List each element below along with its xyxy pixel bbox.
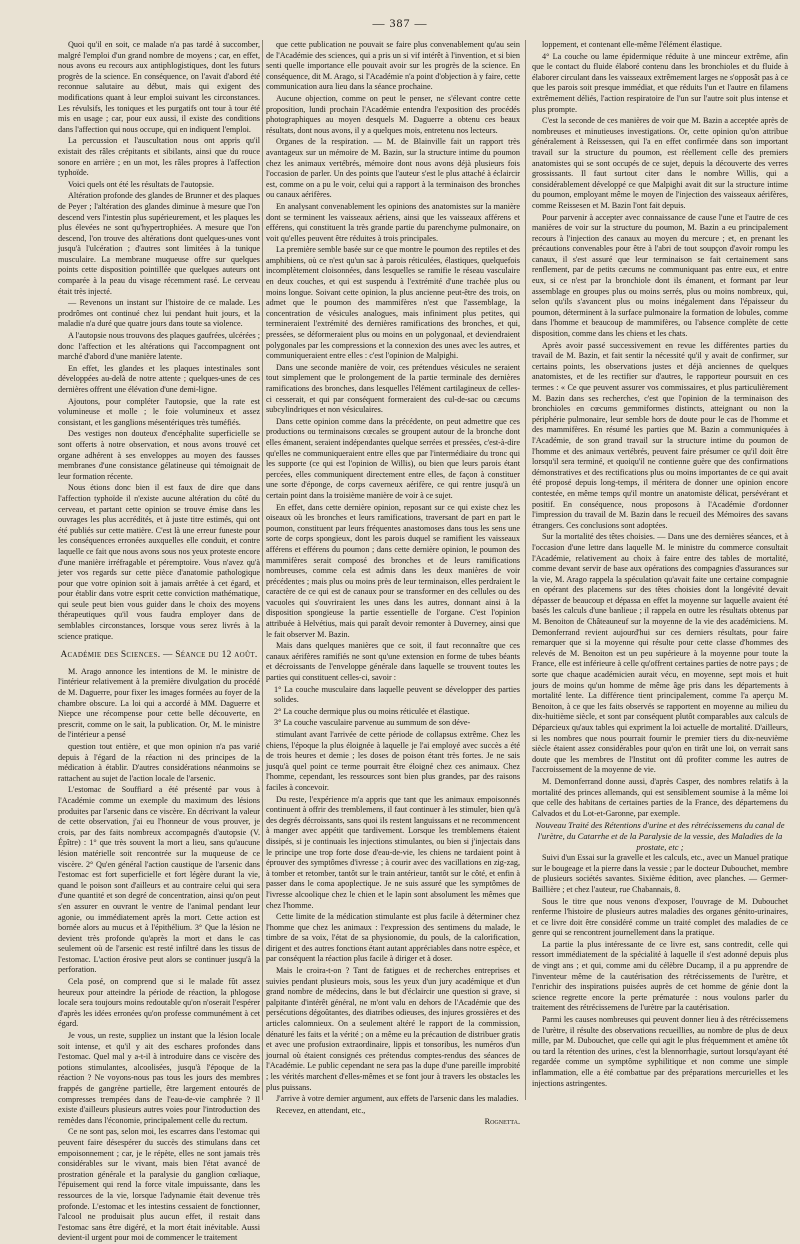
column-middle (266, 40, 520, 1127)
paragraph: Cette limite de la médication stimulante est plus facile à déterminer chez l'homme que chez les animaux : l'expression des sentimens du malade, le timbre de sa voix, l'état de sa physionomie, du pouls, de la calorification, dirigent et des autres fonctions étant autant appréciables dans notre espèce, et par conséquent la réaction plus facile à diriger et à doser. (266, 912, 520, 964)
paragraph: Cela posé, on comprend que si le malade fût assez heureux pour atteindre la période de réaction, la phlogose locale sera toujours moins redoutable qu'on n'oserait l'espérer d'après les idées erronées qu'on professe communément à cet égard. (58, 977, 260, 1029)
paragraph: En effet, dans cette dernière opinion, reposant sur ce qui existe chez les oiseaux où les bronches et leurs ramifications, traversant de part en part le poumon, constituent par leurs fréquentes anastomoses dans tous les sens une sorte de corps spongieux, dont les parois duquel se ramifient les vaisseaux afférens et efférens du poumon ; dans cette dernière opinion, le poumon des mammifères serait composé des bronches et de leurs ramifications nombreuses, comme cela est admis dans les deux manières de voir précédentes ; mais plus ou moins près de leur terminaison, elles perdraient le caractère de ce qui est de canaux pour se transformer en des cellules ou des vacuoles qui s'ouvriraient les unes dans les autres, donnant ainsi à la disposition spongieuse la partie essentielle de l'organe. C'est l'opinion attribuée à Helvétius, mais qui paraît devoir remonter à Duverney, ainsi que le fait observer M. Bazin. (266, 502, 520, 639)
list-item: 3° La couche vasculaire parvenue au summum de son déve- (274, 718, 471, 728)
paragraph: Altération profonde des glandes de Brunner et des plaques de Peyer ; l'altération des glandes diminue à mesure que l'on descend vers l'intestin plus supérieurement, et les plaques les plus élevées ne sont qu'hypertrophiées. A mesure que l'on descend, l'on trouve des altérations dont quelques-unes vont jusqu'à l'ulcération ; d'autres sont limitées à la tunique musculaire. La membrane muqueuse offre sur quelques points cette disposition pointillée que quelques auteurs ont comparée à la peau du visage récemment rasé. Le cerveau était très injecté. (58, 191, 260, 296)
paragraph: question tout entière, et que mon opinion n'a pas varié depuis à l'égard de la réaction ni des principes de la médication à établir. D'autres considérations néanmoins se rattachent au sujet de l'action locale de l'arsenic. (58, 742, 260, 783)
paragraph: — Revenons un instant sur l'histoire de ce malade. Les prodrômes ont continué chez lui pendant huit jours, et la maladie n'a duré que quatre jours dans toute sa violence. (58, 298, 260, 329)
paragraph: Du reste, l'expérience m'a appris que tant que les animaux empoisonnés continuent à offrir des tremblemens, il faut continuer à les stimuler, bien qu'à des degrés décroissants, sans quoi ils restent languissans et ne recommencent à manger avec appétit que tardivement. Lorsque les tremblemens étaient dissipés, si je continuais les injections stimulantes, ou bien si j'injectais dans le principe une trop forte dose d'eau-de-vie, les chiens ne tardaient point à éprouver des symptômes d'ivresse ; à courir avec des vacillations en zig-zag, à tomber et retomber, tantôt sur le train antérieur, tantôt sur le côté, et enfin à passer dans le coma apoplectique. Je ne suis assuré que les symptômes de l'ivresse alcoolique chez le chien et le lapin sont absolument les mêmes que chez l'homme. (266, 794, 520, 910)
paragraph: loppement, et contenant elle-même l'élément élastique. (542, 40, 722, 49)
paragraph: M. Demonferrand donne aussi, d'après Casper, des nombres relatifs à la mortalité des princes allemands, qui est sensiblement soumise à la même loi que celle des habitans de certaines parties de la France, des départemens du Calvados et du Lot-et-Garonne, par exemple. (532, 776, 788, 818)
paragraph: Parmi les causes nombreuses qui peuvent donner lieu à des rétrécissemens de l'urètre, il résulte des observations recueillies, au nombre de plus de deux mille, par M. Dubouchet, que celle qui agit le plus fréquemment et amène tôt ou tard la rétention des urines, c'est la blennorrhagie, surtout lorsqu'ayant été regardée comme un symptôme syphilitique et non comme une simple inflammation, elle a été combattue par des préparations mercurielles et les injections astringentes. (532, 1015, 788, 1088)
paragraph: Voici quels ont été les résultats de l'autopsie. (68, 179, 214, 189)
paragraph: L'estomac de Souffiard a été présenté par vous à l'Académie comme un exemple du maximum des lésions produites par l'arsenic dans ce viscère. En décrivant la valeur de cette observation, j'ai eu l'honneur de vous prouver, je crois, par des faits nombreux accompagnés d'autopsie (V. Épître) : 1° que très souvent la mort a lieu, sans qu'aucune lésion matérielle soit rencontrée sur la muqueuse de ce viscère. 2° Qu'en général l'action caustique de l'arsenic dans l'estomac est fort superficielle et fort légère durant la vie, quand le poison sont d'ailleurs et au contraire celui qui sera d'une quantité et son degré de concentration, ainsi qu'on peut s'en assurer en ouvrant le ventre de l'animal pendant leur agonie, ou immédiatement après la mort. Cette action est bornée alors au mucus et à l'épithélium. 3° Que la lésion ne devient très profonde qu'après la mort et dans le cas seulement où de l'arsenic est resté infiltré dans les tissus de l'estomac. L'action érosive peut alors se continuer jusqu'à la perforation. (58, 785, 260, 975)
book-title: Nouveau Traité des Rétentions d'urine et des rétrécissemens du canal de l'urètre, du Catarrhe et de la Paralysie de la vessie, des Maladies de la prostate, etc ; (535, 820, 785, 852)
paragraph: Je vous, un reste, suppliez un instant que la lésion locale soit intense, et qu'il y ait des eschares profondes dans l'estomac. Quel mal y a-t-il à introduire dans ce viscère des potions stimulantes, alcoolisées, jusqu'à l'époque de la réaction ? Ne voyons-nous pas tous les jours des membres frappés de gangrène partielle, être largement entourés de compresses trempées dans de l'eau-de-vie camphrée ? Il existe d'ailleurs plusieurs autres voies pour l'introduction des remèdes dans l'économie, principalement celle du rectum. (58, 1031, 260, 1125)
paragraph: Aucune objection, comme on peut le penser, ne s'élevant contre cette proposition, lundi prochain l'Académie entendra l'exposition des procédés photographiques au moyen desquels M. Daguerre a obtenu ces beaux résultats, dont nous avons, il y a quelques mois, entretenu nos lecteurs. (266, 93, 520, 135)
paragraph: En effet, les glandes et les plaques intestinales sont développées au-delà de notre attente ; quelques-unes de ces dernières offrent une élévation d'une demi-ligne. (58, 363, 260, 394)
paragraph: Dans une seconde manière de voir, ces prétendues vésicules ne seraient tout simplement que le prolongement de la partie terminale des dernières ramifications des bronches, dans lesquelles l'élément cartilagineux de celles-ci cesserait, et qui par conséquent formeraient des cul-de-sac ou cæcums subcylindriques et non vésiculaires. (266, 362, 520, 415)
column-right (532, 40, 788, 1102)
paragraph: Sur la mortalité des têtes choisies. — Dans une des dernières séances, et à l'occasion d'une lettre dans laquelle M. le ministre du commerce consultait l'Académie, relativement au choix à faire entre des tables de mortalité, comme devant servir de base aux opérations des compagnies d'assurances sur la vie, M. Arago rappela la spéculation qu'avait faite une certaine compagnie en opérant des placemens sur des têtes choisies dont la longévité devait dépasser de beaucoup et dépassa en effet la moyenne sur laquelle avaient été basés les calculs d'une banlieue ; il rappela en outre les résultats obtenus par M. Benoiton de Châteauneuf sur la moyenne de la vie des académiciens. M. Demonferrand revient aujourd'hui sur ces derniers résultats, pour faire remarquer que si la moyenne qui résulte pour cette classe d'hommes des relevés de M. Benoiton est un peu supérieure à la moyenne pour toute la France, elle est inférieure à celle qu'offrent certaines parties de notre pays ; de sorte que chaque académicien aurait vécu, en moyenne, sept mois et huit jours de moins qu'un homme de même âge pris dans les départements à mortalité lente. La différence tient principalement, comme l'a aperçu M. Benoiton, à ce que les faits observés se rapportent en moyenne au milieu du dix-huitième siècle, et sont par conséquent plutôt comparables aux calculs de Déparcieux qu'aux tables qui expriment la loi actuelle de mortalité. D'ailleurs, si les nombres que nous pourrait fournir le premier tiers du dix-neuvième siècle étaient assez considérables pour qu'on en tirât une loi, on verrait sans doute que les membres de l'Institut ont dû profiter comme les autres de l'accroissement de la moyenne de vie. (532, 532, 788, 775)
paragraph: Après avoir passé successivement en revue les différentes parties du travail de M. Bazin, et fait sentir la nécessité qu'il y avait de confirmer, sur certains points, les observations justes et déjà anciennes de quelques anatomistes, et de les rectifier sur d'autres, le rapporteur poursuit en ces termes : « Ce que peuvent assurer vos commissaires, et plus particulièrement M. Bazin dans ses recherches, c'est que l'opinion de la terminaison des bronchioles en cœcums gemmiformes distincts, atteignant ou non la périphérie pulmonaire, leur semble hors de doute pour le cas de l'homme et des mammifères. En résumé les parties que M. Bazin a communiquées à l'Académie, de son grand travail sur la structure intime du poumon de l'homme et des animaux vertébrés, peuvent faire présumer ce qu'il doit être lorsqu'il sera terminé, et quoiqu'il ne contienne guère que des confirmations démonstratives et des rectifications plus ou moins importantes de ce qui avait été proposé depuis long-temps, il méritera de donner une opinion encore contestée, en même temps qu'il montre un anatomiste délicat, persévérant et positif. En conséquence, nous proposons à l'Académie d'ordonner l'impression du travail de M. Bazin dans le recueil des Mémoires des savans étrangers. Ces conclusions sont adoptées. (532, 340, 788, 530)
column-divider (262, 40, 263, 1100)
paragraph: Quoi qu'il en soit, ce malade n'a pas tardé à succomber, malgré l'emploi d'un grand nombre de moyens ; car, en effet, nous avons eu recours aux antiphlogistiques, dont les futurs progrès de la science. En conséquence, on l'avait d'abord été reconnue salutaire au début, mais qui exigent des modifications quant à leur emploi suivant les circonstances. Les révulsifs, les toniques et les purgatifs ont tour à tour été mis en usage ; car, pour eux aussi, il existe des conditions dans l'affection qui nous occupe, qui en indiquent l'emploi. (58, 40, 260, 134)
paragraph: que cette publication ne pouvait se faire plus convenablement qu'au sein de l'Académie des sciences, qui a pris un si vif intérêt à l'invention, et si bien senti quelle importance elle pouvait avoir sur les progrès de la science. En conséquence, dit M. Arago, si l'Académie n'a point d'objection à y faire, cette communication aura lieu dans la séance prochaine. (266, 40, 520, 92)
paragraph: La percussion et l'auscultation nous ont appris qu'il existait des râles crépitants et sibilants, ainsi que du rouce sonore en arrière ; en un mot, les râles propres à l'affection typhoïde. (58, 136, 260, 178)
paragraph: Sous le titre que nous venons d'exposer, l'ouvrage de M. Dubouchet renferme l'histoire de plusieurs autres maladies des organes génito-urinaires, et ce livre doit être considéré comme un traité complet des maladies de ce genre qui se rencontrent journellement dans la pratique. (532, 896, 788, 938)
paragraph: Mais dans quelques manières que ce soit, il faut reconnaître que ces canaux aérifères ramifiés ne sont qu'une extension en forme de tubes béants et décroissants de l'enveloppe générale dans laquelle se trouvent toutes les parties qui constituent celles-ci, savoir : (266, 641, 520, 683)
paragraph: Suivi d'un Essai sur la gravelle et les calculs, etc., avec un Manuel pratique sur le bougeage et la pierre dans la vessie ; par le docteur Dubouchet, membre de plusieurs sociétés savantes. Sixième édition, avec planches. — Germer-Baillière ; et chez l'auteur, rue Chabannais, 8. (532, 853, 788, 894)
paragraph: Pour parvenir à accepter avec connaissance de cause l'une et l'autre de ces manières de voir sur la structure du poumon, M. Bazin a eu principalement recours à l'injection des canaux au moyen du mercure ; et, en prenant les précautions convenables pour être à l'abri de tout soupçon d'avoir rompu les canaux, il s'est assuré que leur terminaison se fait certainement sans renflement, par de petits cæcums ne communiquant pas entre eux, et entre eux, si ce n'est par la bronchiole dont ils émanent, et formant par leur assemblage en groupes plus ou moins serrés, plus ou moins nombreux, qui, selon qu'ils s'avancent plus ou moins inégalement dans l'épaisseur du poumon, déterminent à la surface pulmonaire la formation de lobules, comme dans l'homme et beaucoup de mammifères, ou l'absence complète de cette disposition, comme dans les chiens et les chats. (532, 212, 788, 339)
paragraph: 4° La couche ou lame épidermique réduite à une minceur extrême, afin que le contact du fluide élaboré contenu dans les bronchioles et du fluide à élaborer circulant dans les vaisseaux extrêmement larges ne s'opposât pas à ce que les parois soit presque immédiat, et que réduits l'un et l'autre en filamens extrêmement déliés, l'action respiratoire de l'un sur l'autre soit plus intense et plus prompte. (532, 51, 788, 114)
paragraph: J'arrive à votre dernier argument, aux effets de l'arsenic dans les maladies. (276, 1094, 519, 1104)
paragraph: Mais le croira-t-on ? Tant de fatigues et de recherches entreprises et suivies pendant plusieurs mois, sous les yeux d'un jury académique et d'un grand nombre de médecins, dans le but d'éclaircir une question si grave, si palpitante d'intérêt général, ne m'ont valu en dehors de l'Académie que des persécutions dégoûtantes, des diatribes odieuses, des injures grossières et des articles calomnieux. On a seulement altéré le rapport de la commission, dénaturé les faits et la vérité ; on a même eu la précaution de distribuer gratis et avec une profusion extraordinaire, lippis et tonsoribus, les numéros d'un journal où étaient consignés ces prétendus comptes-rendus des séances de l'Académie. Le public cependant ne sera pas la dupe d'une pareille improbité ; les vérités marchent d'elles-mêmes et se font jour à travers les obstacles les plus puissans. (266, 966, 520, 1092)
author-signature: Rognetta. (484, 1117, 520, 1127)
list-item: 2° La couche dermique plus ou moins réticulée et élastique. (274, 706, 470, 716)
section-heading: Académie des Sciences. — Séance du 12 août. (60, 650, 258, 661)
paragraph: La première semble basée sur ce que montre le poumon des reptiles et des amphibiens, où ce n'est qu'un sac à parois réticulées, élastiques, quelquefois incomplètement cloisonnées, dans lesquelles se ramifie le réseau vasculaire en deux couches, et qui est suspendu à l'extrémité d'une trachée plus ou moins longue. Soivant cette opinion, la plus ancienne peut-être des trois, on admet que le poumon des mammifères n'est que l'assemblage, la concentration de vésicules analogues, mais infiniment plus petites, qui termineraient l'extrémité des dernières ramifications des bronches, et qui, pressées, se déformeraient plus ou moins en un polygonaal, et deviendraient polygonales par les compressions et la connexion des unes avec les autres, et communiqueraient entre elles : c'est l'opinion de Malpighi. (266, 245, 520, 361)
paragraph: Dans cette opinion comme dans la précédente, on peut admettre que ces productions ou terminaisons cœcales se groupent autour de la bronche dont elles émanent, seraient indépendantes quelque serrées et pressées, c'est-à-dire qu'elles ne communiqueraient entre elles que par l'intermédiaire du tronc qui les supporte (ce qui est l'opinion de Willis), ou bien que leurs parois étant percées, elles communiquent directement entre elles, de façon à constituer une sorte d'éponge, de corps caverneux aérifère, ce qui rentre jusqu'à un certain point dans la troisième manière de voir à ce sujet. (266, 416, 520, 500)
paragraph: En analysant convenablement les opinions des anatomistes sur la manière dont se terminent les vaisseaux aériens, ainsi que les vaisseaux afférens et efférens, qui constituent la très grande partie du parenchyme pulmonaire, on voit qu'elles peuvent être réduites à trois principales. (266, 201, 520, 243)
closing-line: Recevez, en attendant, etc., (276, 1105, 366, 1115)
paragraph: Ajoutons, pour compléter l'autopsie, que la rate est volumineuse et molle ; le foie volumineux et assez consistant, et les ganglions mésentériques très tuméfiés. (58, 396, 260, 427)
paragraph: La partie la plus intéressante de ce livre est, sans contredit, celle qui ressort immédiatement de la spécialité à laquelle il s'est adonné depuis plus de vingt ans ; et qui, comme ami du célèbre Ducamp, il a pu apprendre de l'inventeur même de la cautérisation des rétrécissements de l'urètre, et l'enrichir des inspirations puisées auprès de cet homme de génie dont la science regrette encore la perte prématurée : nous voulons parler du traitement des rétrécissemens de l'urètre par la cautérisation. (532, 939, 788, 1013)
paragraph: Des vestiges non douteux d'encéphalite superficielle se sont offerts à notre observation, et nous avons trouvé cet organe adhérent à ses enveloppes au moyen des fausses membranes d'une consistance gélatineuse qui témoignait de leur formation récente. (58, 429, 260, 481)
paragraph: Ce ne sont pas, selon moi, les escarres dans l'estomac qui peuvent faire désespérer du succès des stimulans dans cet empoisonnement ; car, je le répète, elles ne sont jamais très considérables sur le vivant, mais bien l'état avancé de prostration générale et la paralysie du ganglion cœliaque, l'épuisement qui rend la force vitale impuissante, dans les ressources de la vie, lorsque l'adynamie était devenue très profonde. L'estomac et les intestins cessaient de fonctionner, l'alcool ne produisait plus aucun effet, il restait dans l'estomac sans être digéré, et la mort était inévitable. Aussi devient-il urgent pour moi de commencer le traitement (58, 1127, 260, 1243)
column-left (58, 40, 260, 1243)
page-number: — 387 — (372, 16, 428, 30)
paragraph: Nous étions donc bien il est faux de dire que dans l'affection typhoïde il n'existe aucune altération du côté du cerveau, et partant cette opinion se trouve émise dans les ouvrages les plus accrédités, et à juste titre estimés, qui ont été publiés sur cette matière. C'est là une erreur funeste pour les conséquences erronées auxquelles elle conduit, et contre laquelle ce fait que nous avons sous nos yeux proteste encore d'une manière irréfragable et péremptoire. Vous n'avez qu'à jeter vos regards sur cette pièce d'anatomie pathologique pour que votre opinion soit à jamais arrêtée à cet égard, et pour établir dans votre esprit cette conviction mathématique, qui seule peut bien vous guider dans le choix des moyens thérapeutiques qu'il vous faudra employer dans de semblables circonstances, lorsque vous serez livrés à la science pratique. (58, 483, 260, 641)
paragraph: A l'autopsie nous trouvons des plaques gaufrées, ulcérées ; donc l'affection et les altérations qui l'accompagnent ont marché d'abord d'une manière latente. (58, 331, 260, 362)
paragraph: C'est la seconde de ces manières de voir que M. Bazin a acceptée après de nombreuses et minutieuses investigations. Or, cette opinion qu'on attribue généralement à Reissessen, qui l'a en effet confirmée dans son important travail sur la structure du poumon, est réellement celle des premiers anatomistes qui se sont occupés de ce sujet, depuis la découverte des verres grossissants. Il faut surtout citer dans le nombre Willis, qui a considérablement développé ce que Malpighi avait dit sur la structure intime du poumon, employant même le moyen de l'injection des vaisseaux aérifères, comme Reissesen et M. Bazin l'ont fait depuis. (532, 116, 788, 210)
list-item: 1° La couche musculaire dans laquelle peuvent se développer des parties solides. (274, 684, 520, 705)
paragraph: stimulant avant l'arrivée de cette période de collapsus extrême. Chez les chiens, l'époque la plus éloignée à laquelle je l'ai employé avec succès a été de trois heures et demie ; les doses de poison étant très fortes. Je ne sais jusqu'à quel point ce terme pourrait être éloigné chez ces animaux. Chez l'homme, cependant, les ressources sont bien plus grandes, par des raisons faciles à concevoir. (266, 730, 520, 792)
column-divider (525, 40, 526, 1100)
paragraph: Organes de la respiration. — M. de Blainville fait un rapport très avantageux sur un mémoire de M. Bazin, sur la structure intime du poumon chez les animaux vertébrés, mémoire dont nous avons déjà plusieurs fois l'occasion de parler. Un des points que l'auteur s'est le plus attaché à éclaircir est, comme on a pu le voir, celui qui a rapport à la terminaison des bronches ou canaux aérifères. (266, 137, 520, 200)
paragraph: M. Arago annonce les intentions de M. le ministre de l'intérieur relativement à la première divulgation du procédé de M. Daguerre, pour fixer les images formées au foyer de la chambre obscure. La loi qui a accordé à MM. Daguerre et Niepce une récompense pour cette belle découverte, en prescrit, comme on le sait, la publication. Or, M. le ministre de l'intérieur a pensé (58, 666, 260, 740)
